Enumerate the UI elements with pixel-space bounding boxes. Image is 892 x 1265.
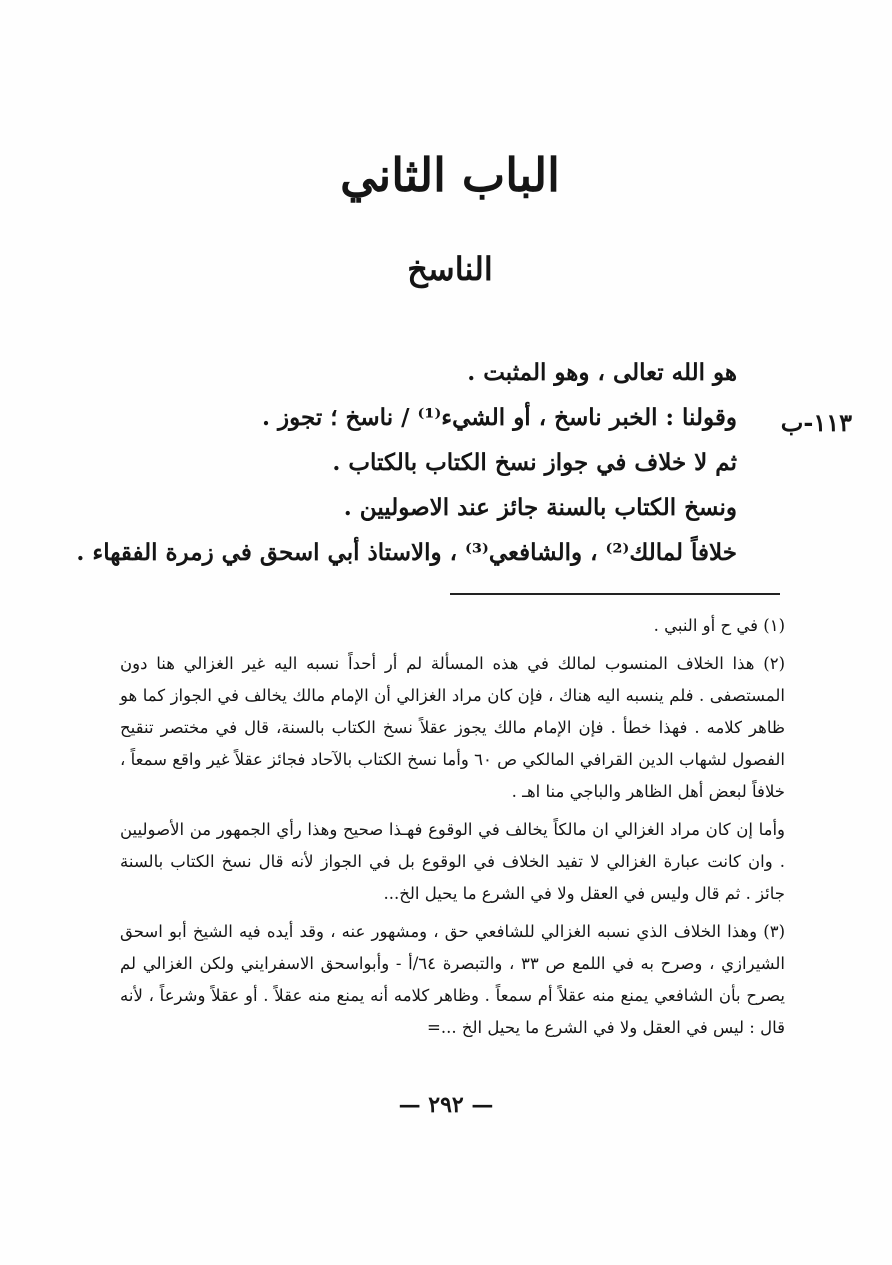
main-text-line: وقولنا : الخبر ناسخ ، أو الشيء⁽¹⁾ / ناسخ ؛ تجوز . <box>261 404 737 431</box>
main-text-line: ثم لا خلاف في جواز نسخ الكتاب بالكتاب . <box>332 449 737 476</box>
main-text-line: ونسخ الكتاب بالسنة جائز عند الاصوليين . <box>343 494 737 521</box>
page-number: — ٢٩٢ — <box>398 1092 494 1118</box>
footnote-1: (١) في ح أو النبي . <box>653 616 785 635</box>
footnote-2: (٢) هذا الخلاف المنسوب لمالك في هذه المسألة لم أر أحداً نسبه اليه غير الغزالي هنا دون المستصفى . فلم ينسبه اليه هناك ، فإن كان مراد الغزالي أن الإمام مالك يخالف في الجواز كما هو ظاهر كلامه . فهذا خطأ . فإن الإمام مالك يجوز عقلاً نسخ الكتاب بالسنة، قال في مختصر تنقيح الفصول لشهاب الدين القرافي المالكي ص ٦٠ وأما نسخ الكتاب بالآحاد فجائز عقلاً غير واقع سمعاً ، خلافاً لبعض أهل الظاهر والباجي منا اهـ . <box>120 654 785 801</box>
folio-marker: ١١٣-ب <box>780 408 852 437</box>
footnote-separator <box>450 593 780 595</box>
footnote-2-continuation: وأما إن كان مراد الغزالي ان مالكاً يخالف في الوقوع فهـذا صحيح وهذا رأي الجمهور من الأصوليين . وان كانت عبارة الغزالي لا تفيد الخلاف في الوقوع بل في الجواز لأنه قال نسخ الكتاب بالسنة جائز . ثم قال وليس في العقل ولا في الشرع ما يحيل الخ... <box>120 820 785 903</box>
footnote-3: (٣) وهذا الخلاف الذي نسبه الغزالي للشافعي حق ، ومشهور عنه ، وقد أيده فيه الشيخ أبو اسحق الشيرازي ، وصرح به في اللمع ص ٣٣ ، والتبصرة ٦٤/أ - وأبواسحق الاسفرايني ولكن الغزالي لم يصرح بأن الشافعي يمنع منه عقلاً أم سمعاً . وظاهر كلامه أنه يمنع منه عقلاً . أو عقلاً وشرعاً ، لأنه قال : ليس في العقل ولا في الشرع ما يحيل الخ ...= <box>120 922 785 1037</box>
footnotes <box>120 610 785 1050</box>
section-title: الناسخ <box>407 250 493 288</box>
chapter-title: الباب الثاني <box>340 148 560 202</box>
main-text <box>76 350 737 575</box>
main-text-line: هو الله تعالى ، وهو المثبت . <box>467 359 737 386</box>
main-text-line: خلافاً لمالك⁽²⁾ ، والشافعي⁽³⁾ ، والاستاذ أبي اسحق في زمرة الفقهاء . <box>76 539 737 566</box>
